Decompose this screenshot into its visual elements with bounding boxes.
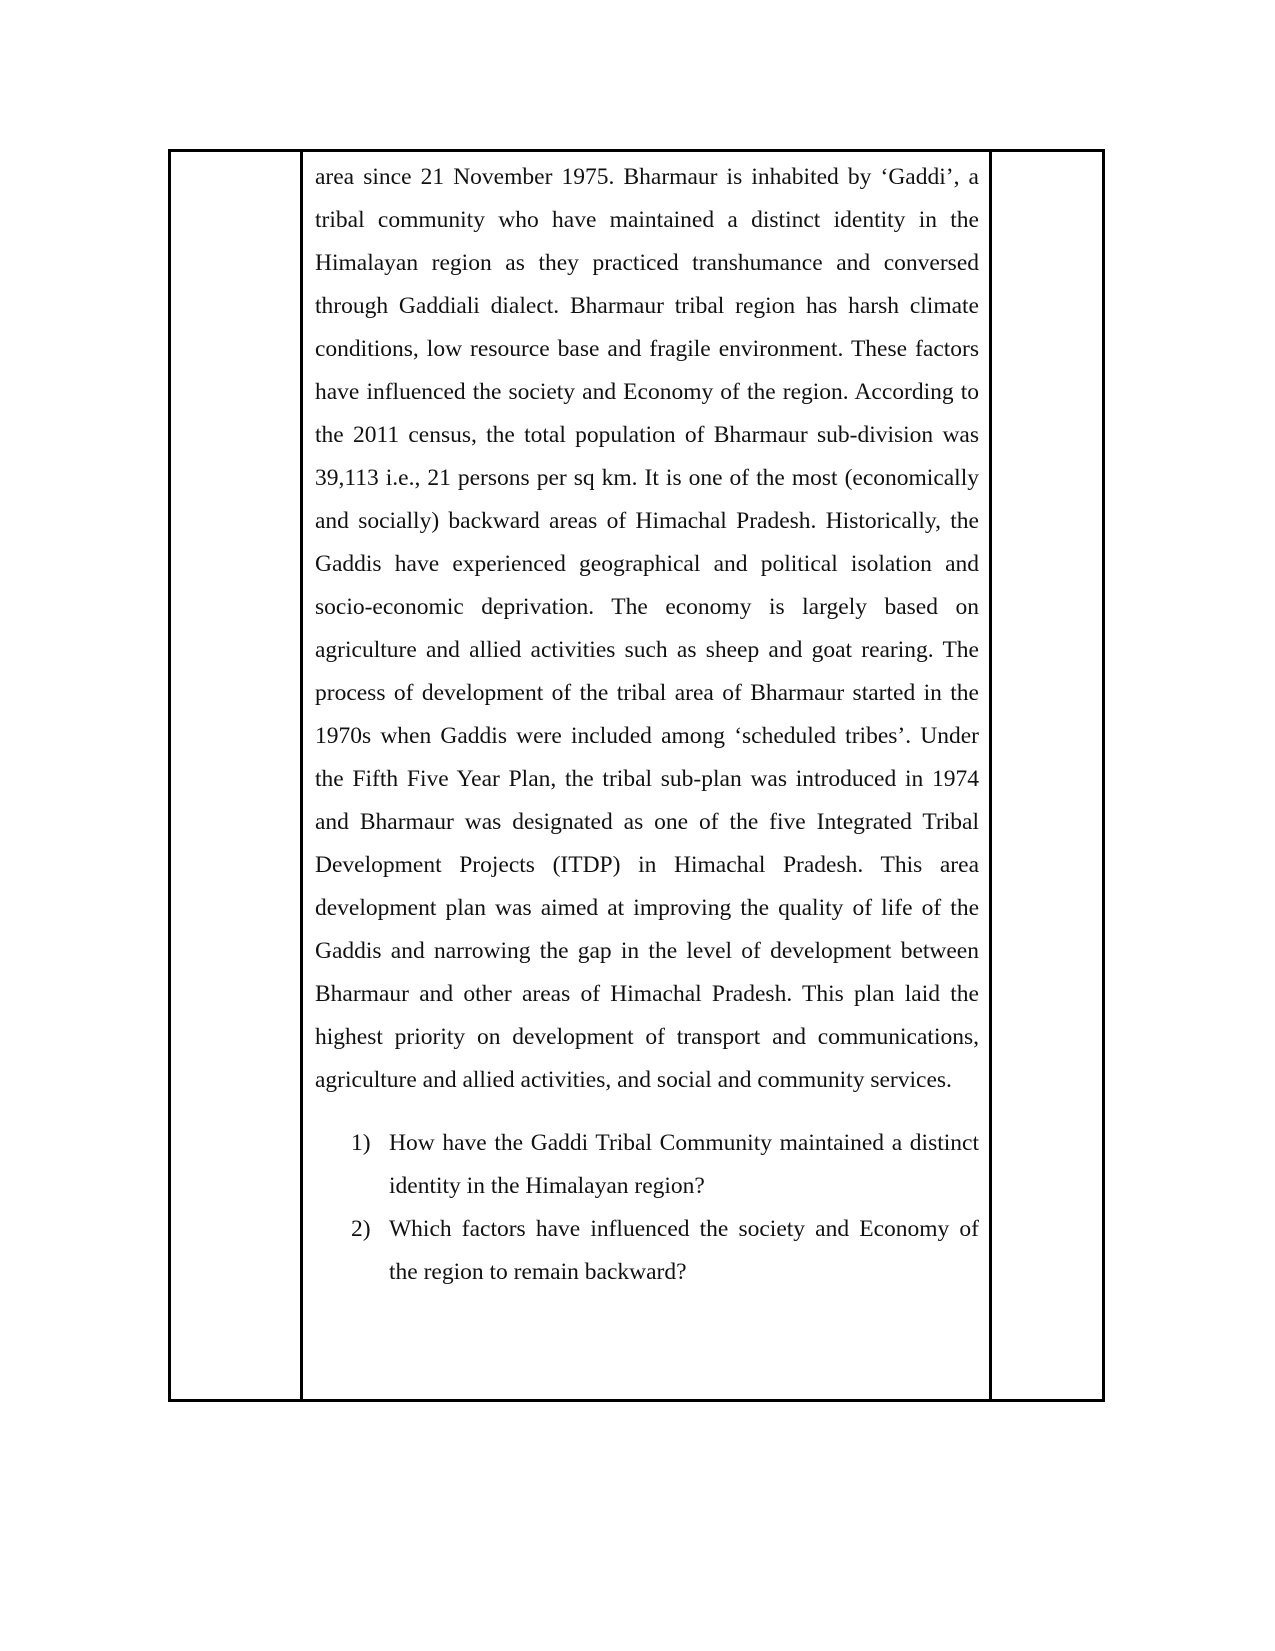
case-study-paragraph: area since 21 November 1975. Bharmaur is inhabited by ‘Gaddi’, a tribal community who have maintained a distinct identity in the Himalayan region as they practiced transhumance and conversed through Gaddiali dialect. Bharmaur tribal region has harsh climate conditions, low resource base and fragile environment. These factors have influenced the society and Economy of the region. According to the 2011 census, the total population of Bharmaur sub-division was 39,113 i.e., 21 persons per sq km. It is one of the most (economically and socially) backward areas of Himachal Pradesh. Historically, the Gaddis have experienced geographical and political isolation and socio-economic deprivation. The economy is largely based on agriculture and allied activities such as sheep and goat rearing. The process of development of the tribal area of Bharmaur started in the 1970s when Gaddis were included among ‘scheduled tribes’. Under the Fifth Five Year Plan, the tribal sub-plan was introduced in 1974 and Bharmaur was designated as one of the five Integrated Tribal Development Projects (ITDP) in Himachal Pradesh. This area development plan was aimed at improving the quality of life of the Gaddis and narrowing the gap in the level of development between Bharmaur and other areas of Himachal Pradesh. This plan laid the highest priority on development of transport and communications, agriculture and allied activities, and social and community services.	[315, 164, 979, 1093]
question-text: How have the Gaddi Tribal Community maintained a distinct identity in the Himalayan region?	[389, 1130, 979, 1199]
question-item	[315, 1122, 979, 1208]
question-item	[315, 1208, 979, 1294]
main-table-cell	[303, 152, 989, 1399]
left-table-cell	[171, 152, 303, 1399]
question-number: 1)	[351, 1130, 371, 1156]
right-table-cell	[989, 152, 1102, 1399]
content-table	[168, 149, 1105, 1402]
question-text: Which factors have influenced the society and Economy of the region to remain backward?	[389, 1216, 979, 1285]
question-number: 2)	[351, 1216, 371, 1242]
question-list	[315, 1122, 979, 1294]
